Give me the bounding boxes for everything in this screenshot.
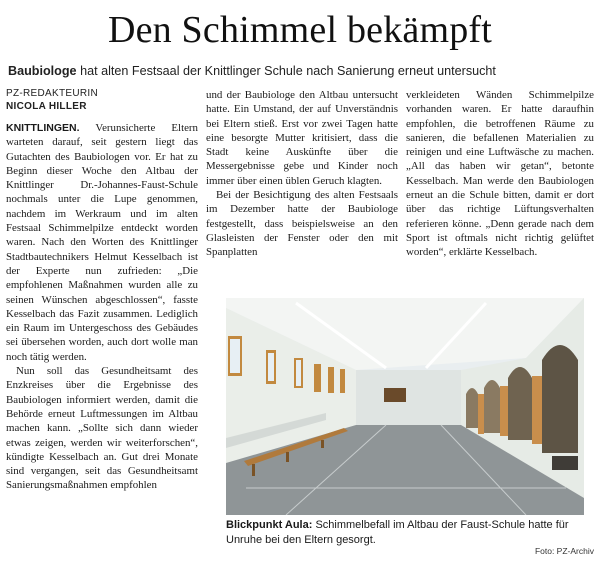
article-paragraph: verkleideten Wänden Schimmelpilze vorhanden waren. Er hatte daraufhin empfohlen, die betroffenen Räume zu sanieren, die befallenen Materialien zu reinigen und eine Luftwäsche zu machen. „All das haben wir getan“, betonte Kesselbach. Man werde den Baubiologen erneut an die Schule bitten, damit er dort über das richtige Lüftungsverhalten referieren könne. „Denn gerade nach dem Sport ist oftmals nicht richtig gelüftet worden“, erklärte Kesselbach.: [406, 89, 594, 259]
window: [340, 369, 345, 393]
window: [314, 364, 321, 392]
article-column-1: [6, 88, 198, 493]
photo-caption: [226, 518, 596, 548]
gym-equipment: [552, 456, 578, 470]
pillar: [532, 376, 542, 444]
pillar: [500, 386, 508, 436]
article-paragraph: Bei der Besichtigung des alten Festsaals im Dezember hatte der Baubiologe festgestellt, dass beispielsweise an den Glasleisten der Fenster oder den mit Spanplatten: [206, 189, 398, 259]
article-paragraph: [6, 121, 198, 364]
dateline: KNITTLINGEN.: [6, 122, 80, 134]
hall-illustration: [226, 298, 584, 515]
wall-board: [384, 388, 406, 402]
article-paragraph: und der Baubiologe den Altbau untersucht hatte. Ein Umstand, der auf Unverständnis bei Eltern stieß. Erst vor zwei Tagen hatte eine besorgte Mutter kritisiert, dass die Stadt keine Auskünfte über die Messergebnisse gebe und Kinder noch immer über einen üblen Geruch klagten.: [206, 89, 398, 187]
subheadline-text: hat alten Festsaal der Knittlinger Schule nach Sanierung erneut untersucht: [76, 64, 496, 78]
subheadline-lead: Baubiologe: [8, 64, 77, 78]
byline-role: PZ-REDAKTEURIN: [6, 88, 98, 99]
paragraph-text: Verunsicherte Eltern warteten darauf, seit gestern liegt das Gutachten des Baubiologen vor. Er hat zu Beginn dieser Woche den Altbau der Knittlinger Dr.-Johannes-Faust-Schule nochmals unter die Lupe genommen, nachdem im Werkraum und im alten Festsaal Schimmelpilze entdeckt worden waren. Nach den Worten des Knittlinger Stadtbautechnikers Helmut Kesselbach ist der Experte nun zufrieden: „Die empfohlenen Maßnahmen wurden alle zu seinen Wünschen abgeschlossen“, fasste Kesselbach das Fazit zusammen. Lediglich ein Raum im Untergeschoss des Gebäudes sei übersehen worden, auch dort wolle man noch tätig werden.: [6, 122, 198, 363]
caption-lead: Blickpunkt Aula:: [226, 519, 313, 531]
arch: [484, 380, 500, 433]
article-column-2: [206, 88, 398, 260]
arch: [466, 388, 478, 428]
photo-credit: Foto: PZ-Archiv: [534, 546, 594, 556]
hall-photo: [226, 298, 584, 515]
back-wall: [356, 370, 461, 425]
arch: [542, 345, 578, 453]
byline-author: NICOLA HILLER: [6, 100, 87, 112]
window: [328, 367, 334, 393]
article-column-3: [406, 88, 594, 260]
caption-text: Schimmelbefall im Altbau der Faust-Schule hatte für Unruhe bei den Eltern gesorgt.: [226, 519, 569, 546]
arch: [508, 367, 532, 440]
subheadline: [8, 62, 598, 80]
article-paragraph: Nun soll das Gesundheitsamt des Enzkreises über die Ergebnisse des Baubiologen informiert werden, damit die Behörde erneut Luftmessungen im Altbau machen kann. „Sollte sich dann wieder etwas zeigen, werden wir weiterforschen“, kündigte Kesselbach an. Gut drei Monate sind vergangen, seit das Gesundheitsamt Sanierungsmaßnahmen empfohlen: [6, 365, 198, 492]
pillar: [478, 394, 484, 434]
byline: [6, 88, 198, 113]
headline: Den Schimmel bekämpft: [107, 9, 493, 51]
